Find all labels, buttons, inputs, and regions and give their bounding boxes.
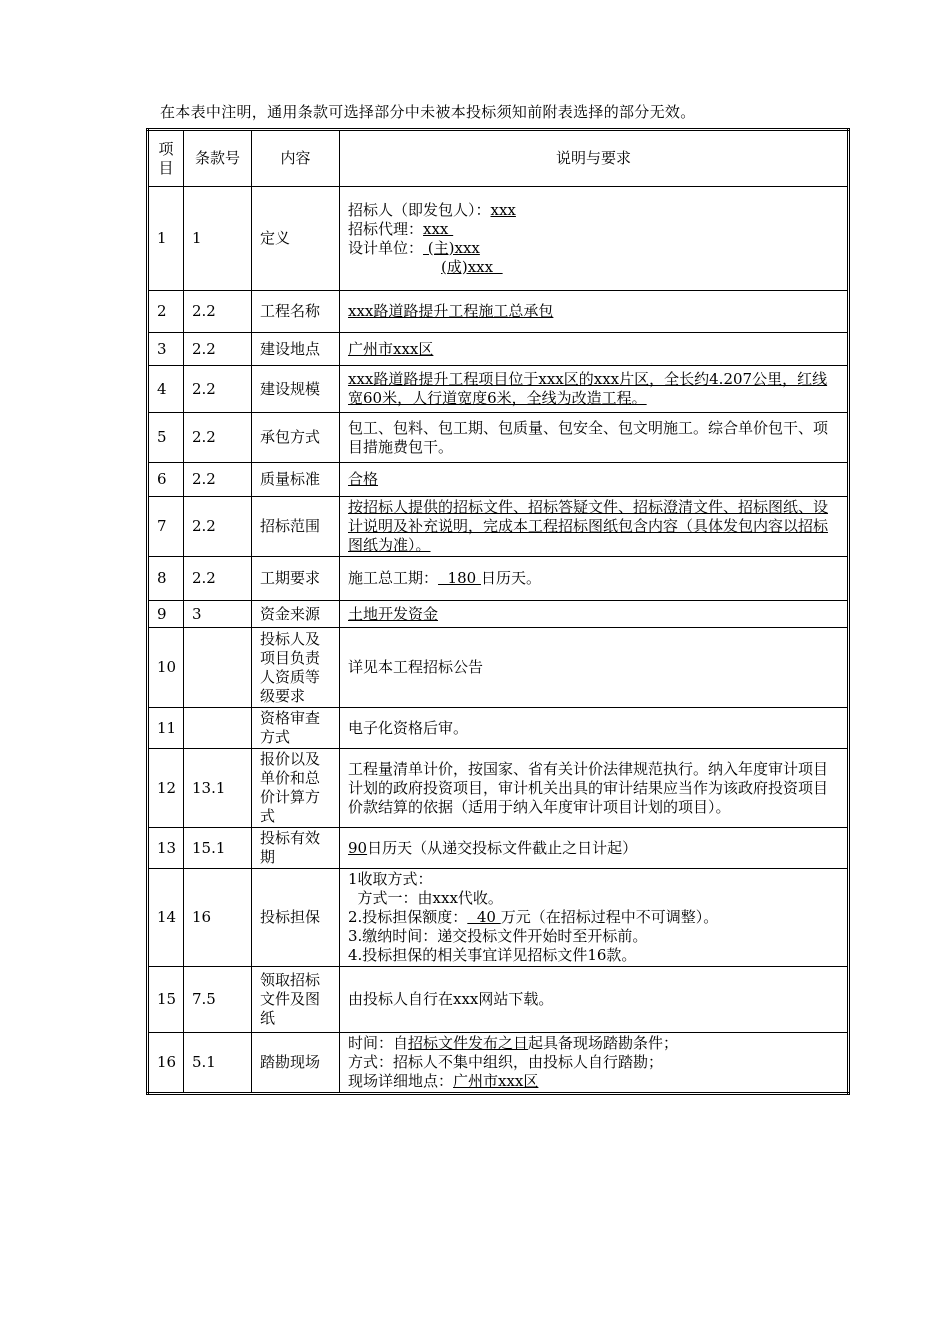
underlined-value: 招标文件发布之日	[408, 1034, 529, 1052]
table-row	[148, 463, 849, 497]
underlined-value: xxx	[490, 200, 516, 219]
row-number: 4	[148, 366, 184, 413]
description-cell	[340, 967, 849, 1033]
clause-number: 2.2	[184, 557, 252, 601]
description-line	[348, 946, 839, 965]
description-text: 电子化资格后审。	[348, 718, 469, 737]
description-line	[348, 870, 839, 889]
description-cell	[340, 497, 849, 557]
intro-note: 在本表中注明，通用条款可选择部分中未被本投标须知前附表选择的部分无效。	[160, 103, 696, 121]
underlined-value: xxx路道路提升工程项目位于xxx区的xxx片区，全长约4.207公里，红线宽60米，人行道宽度6米，全线为改造工程。	[348, 370, 828, 407]
description-text: 施工总工期：	[348, 569, 439, 587]
description-text: 详见本工程招标公告	[348, 658, 484, 676]
description-cell	[340, 557, 849, 601]
clause-number: 2.2	[184, 291, 252, 333]
underlined-value: 合格	[348, 470, 379, 488]
table-row	[148, 869, 849, 967]
table-row	[148, 967, 849, 1033]
table-row	[148, 187, 849, 291]
description-text: 设计单位：	[348, 238, 424, 257]
description-line	[348, 990, 839, 1009]
description-line	[348, 927, 839, 946]
table-row	[148, 749, 849, 828]
underlined-value: (主)xxx	[423, 238, 480, 257]
description-text: 由投标人自行在xxx网站下载。	[348, 990, 554, 1008]
underlined-value: 180	[438, 569, 481, 587]
item-name: 领取招标文件及图纸	[252, 967, 340, 1033]
description-cell	[340, 333, 849, 366]
description-line	[348, 220, 839, 239]
item-name: 质量标准	[252, 463, 340, 497]
description-text: 日历天。	[480, 569, 541, 587]
description-cell	[340, 708, 849, 749]
underlined-value: 广州市xxx区	[453, 1072, 539, 1090]
description-cell	[340, 291, 849, 333]
description-cell	[340, 749, 849, 828]
table-row	[148, 828, 849, 869]
row-number: 15	[148, 967, 184, 1033]
table-row	[148, 557, 849, 601]
description-line	[348, 1053, 839, 1072]
table-header-row	[148, 130, 849, 187]
table-row	[148, 291, 849, 333]
description-text: 时间：自	[348, 1034, 409, 1052]
underlined-value: 40	[467, 908, 501, 926]
item-name: 投标有效期	[252, 828, 340, 869]
table-row	[148, 601, 849, 628]
description-line	[348, 1072, 839, 1091]
table-row	[148, 1033, 849, 1094]
underlined-value: (成)xxx	[441, 257, 503, 276]
clause-number: 16	[184, 869, 252, 967]
description-line	[348, 839, 839, 858]
description-text: 2.投标担保额度：	[348, 908, 468, 926]
description-cell	[340, 869, 849, 967]
clause-number	[184, 628, 252, 708]
header-item: 项目	[148, 130, 184, 187]
description-text: 工程量清单计价，按国家、省有关计价法律规范执行。纳入年度审计项目计划的政府投资项目，审计机关出具的审计结果应当作为该政府投资项目价款结算的依据（适用于纳入年度审计项目计划的项目）。	[348, 759, 829, 816]
row-number: 9	[148, 601, 184, 628]
table-row	[148, 708, 849, 749]
item-name: 投标人及项目负责人资质等级要求	[252, 628, 340, 708]
clause-number: 2.2	[184, 366, 252, 413]
clause-number: 1	[184, 187, 252, 291]
clause-number: 7.5	[184, 967, 252, 1033]
row-number: 7	[148, 497, 184, 557]
description-line	[348, 605, 839, 624]
description-cell	[340, 1033, 849, 1094]
description-line	[348, 239, 839, 258]
description-line	[348, 419, 839, 457]
description-text: 日历天（从递交投标文件截止之日计起）	[367, 838, 638, 857]
table-row	[148, 413, 849, 463]
clause-number: 2.2	[184, 463, 252, 497]
row-number: 2	[148, 291, 184, 333]
header-description: 说明与要求	[340, 130, 849, 187]
table-row	[148, 628, 849, 708]
clause-number: 2.2	[184, 497, 252, 557]
clause-number: 3	[184, 601, 252, 628]
row-number: 10	[148, 628, 184, 708]
row-number: 3	[148, 333, 184, 366]
table-row	[148, 333, 849, 366]
underlined-value: xxx	[423, 219, 454, 238]
item-name: 报价以及单价和总价计算方式	[252, 749, 340, 828]
description-text: 4.投标担保的相关事宜详见招标文件16款。	[348, 946, 637, 964]
description-cell	[340, 413, 849, 463]
clause-number: 15.1	[184, 828, 252, 869]
description-line	[348, 340, 839, 359]
row-number: 1	[148, 187, 184, 291]
item-name: 承包方式	[252, 413, 340, 463]
underlined-value: xxx路道路提升工程施工总承包	[348, 302, 554, 320]
description-text: 起具备现场踏勘条件；	[528, 1034, 679, 1052]
description-text: 方式一：由xxx代收。	[348, 889, 503, 907]
table-row	[148, 366, 849, 413]
description-line	[348, 569, 839, 588]
description-line	[348, 889, 839, 908]
description-text: 方式：招标人不集中组织，由投标人自行踏勘；	[348, 1053, 664, 1071]
item-name: 工程名称	[252, 291, 340, 333]
description-text: 招标人（即发包人）：	[348, 200, 491, 219]
description-text: 招标代理：	[348, 219, 424, 238]
description-line	[348, 470, 839, 489]
header-clause: 条款号	[184, 130, 252, 187]
description-text: 包工、包料、包工期、包质量、包安全、包文明施工。综合单价包干、项目措施费包干。	[348, 418, 829, 456]
description-line	[348, 258, 839, 277]
item-name: 建设规模	[252, 366, 340, 413]
description-text: 现场详细地点：	[348, 1072, 454, 1090]
description-cell	[340, 187, 849, 291]
description-line	[348, 498, 839, 555]
item-name: 工期要求	[252, 557, 340, 601]
item-name: 踏勘现场	[252, 1033, 340, 1094]
row-number: 11	[148, 708, 184, 749]
item-name: 招标范围	[252, 497, 340, 557]
description-cell	[340, 828, 849, 869]
row-number: 13	[148, 828, 184, 869]
underlined-value: 按招标人提供的招标文件、招标答疑文件、招标澄清文件、招标图纸、设计说明及补充说明，完成本工程招标图纸包含内容（具体发包内容以招标图纸为准）。	[348, 498, 829, 554]
item-name: 资金来源	[252, 601, 340, 628]
clause-number: 5.1	[184, 1033, 252, 1094]
underlined-value: 广州市xxx区	[348, 339, 434, 358]
underlined-value: 90	[348, 838, 368, 857]
description-line	[348, 658, 839, 677]
table-row	[148, 497, 849, 557]
row-number: 5	[148, 413, 184, 463]
item-name: 资格审查方式	[252, 708, 340, 749]
row-number: 8	[148, 557, 184, 601]
description-line	[348, 302, 839, 321]
description-text: 1收取方式：	[348, 870, 433, 888]
clause-number	[184, 708, 252, 749]
description-line	[348, 370, 839, 408]
description-cell	[340, 463, 849, 497]
description-text: 万元（在招标过程中不可调整）。	[500, 908, 719, 926]
description-line	[348, 760, 839, 817]
row-number: 14	[148, 869, 184, 967]
item-name: 定义	[252, 187, 340, 291]
description-cell	[340, 366, 849, 413]
clause-number: 13.1	[184, 749, 252, 828]
header-content: 内容	[252, 130, 340, 187]
clause-number: 2.2	[184, 413, 252, 463]
description-line	[348, 719, 839, 738]
row-number: 12	[148, 749, 184, 828]
description-line	[348, 908, 839, 927]
description-cell	[340, 601, 849, 628]
description-line	[348, 201, 839, 220]
row-number: 6	[148, 463, 184, 497]
description-text: 3.缴纳时间：递交投标文件开始时至开标前。	[348, 927, 648, 945]
row-number: 16	[148, 1033, 184, 1094]
description-line	[348, 1034, 839, 1053]
bid-instruction-table	[146, 128, 850, 1095]
underlined-value: 土地开发资金	[348, 604, 439, 623]
clause-number: 2.2	[184, 333, 252, 366]
item-name: 建设地点	[252, 333, 340, 366]
description-cell	[340, 628, 849, 708]
item-name: 投标担保	[252, 869, 340, 967]
